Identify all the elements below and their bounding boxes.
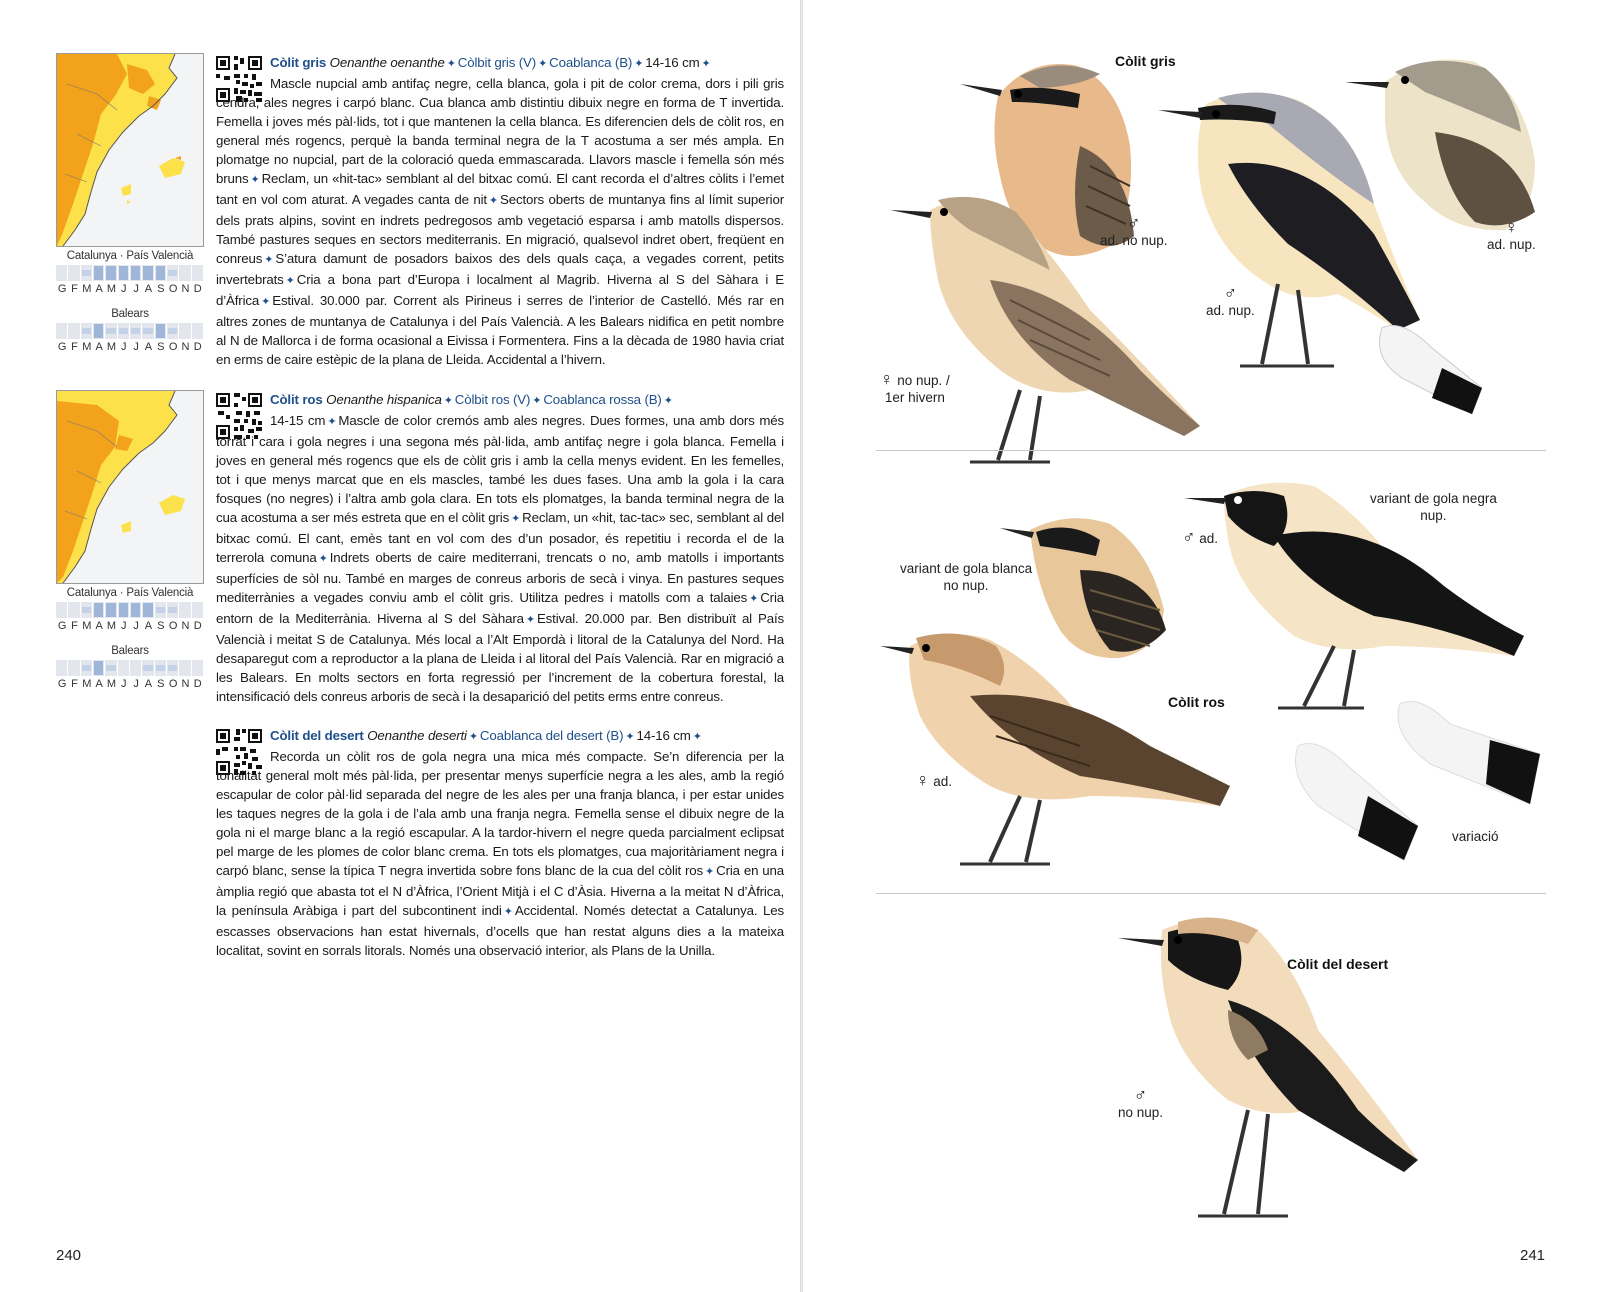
phenology-month-bar [81, 265, 93, 281]
tail-illustration-gris [1372, 318, 1492, 418]
phenology-month-bar [118, 660, 130, 676]
phenology-month-bar [192, 602, 204, 618]
phenology-month-bar [142, 323, 154, 339]
phenology-month-bar [118, 602, 130, 618]
month-label: F [71, 283, 78, 295]
phenology-month-bar [93, 602, 105, 618]
species-size: 14-16 cm [636, 728, 691, 743]
distribution-map [56, 390, 204, 584]
month-label: A [144, 620, 153, 632]
phenology-month-bar [130, 660, 142, 676]
phenology-month-bar [56, 323, 68, 339]
phenology-month-bar [68, 265, 80, 281]
phenology-fill [94, 603, 103, 617]
phenology-fill [69, 662, 78, 674]
alt-name: Còlbit gris (V) [457, 55, 537, 70]
phenology-fill [131, 603, 140, 617]
month-label: F [71, 341, 78, 353]
species-description: Recorda un còlit ros de gola negra una mica més compacte. Se’n diferencia per la tonalitat general molt més pàl·lida, per presentar menys superfície negra a les ales, amb la regió escapular de color pàl·lid separada del negre de les ales per una franja blanca, i per estar unides les taques negres de la gola i de l’ala amb una franja negra. Femella sense el dibuix negre de la gola ni el marge blanc a la regió escapular. A la tardor-hivern el negre queda parcialment eclipsat pel marge de les plomes de color blanc crema. En tots els plomatges, cua majoritàriament negra i carpó blanc, sense la típica T negra invertida sobre fons blanc de la cua del còlit ros [216, 749, 784, 878]
month-label: J [121, 341, 127, 353]
phenology-fill [69, 325, 78, 337]
phenology-fill [57, 604, 66, 616]
bird-illustration-desert-male [1118, 910, 1428, 1230]
phenology-month-bar [179, 265, 191, 281]
month-label: D [193, 341, 202, 353]
page-number: 241 [1520, 1247, 1546, 1264]
phenology-month-bar [56, 660, 68, 676]
phenology-month-bar [56, 265, 68, 281]
month-label: G [57, 678, 67, 690]
phenology-fill [143, 328, 152, 334]
phenology-fill [143, 603, 152, 617]
phenology-bars [56, 602, 204, 618]
phenology-month-bar [142, 602, 154, 618]
phenology-month-bar [167, 323, 179, 339]
month-label: J [121, 283, 127, 295]
month-label: M [82, 678, 92, 690]
phenology-fill [119, 266, 128, 280]
phenology-month-bar [179, 660, 191, 676]
label-ros-female: ♀ ad. [916, 770, 953, 790]
month-label: J [133, 283, 139, 295]
phenology-fill [94, 324, 103, 338]
label-gris-male-nonbreeding: ♂ ad. no nup. [1100, 213, 1168, 248]
species-name: Còlit del desert [270, 728, 364, 743]
species-text: Còlit del desert Oenanthe deserti ✦ Coablanca del desert (B) ✦ 14-16 cm ✦ Recorda un còlit ros de gola negra una mica més compacte. Se’n diferencia per la tonalitat general molt més pàl·lida, per presentar menys superfície negra a les ales, amb la regió escapular de color pàl·lid separada del negre de les ales per una franja blanca, i per estar unides les taques negres de la gola i de l’ala amb una franja negra. Femella sense el dibuix negre de la gola ni el marge blanc a la regió escapular. A la tardor-hivern el negre queda parcialment eclipsat pel marge de les plomes de color blanc crema. En tots els plomatges, cua majoritàriament negra i carpó blanc, sense la típica T negra invertida sobre fons blanc de la cua del còlit ros ✦ Cria en una àmplia regió que abasta tot el N d’Àfrica, l’Orient Mitjà i el C d’Àsia. Hiverna a la meitat N d’Àfrica, la península Aràbiga i part del subcontinent indi ✦ Accidental. Només detectat a Catalunya. Les escasses observacions han estat hivernals, d’ocells que han restat alguns dies a la mateixa localitat, sovint en sorrals litorals. Només una observació interior, als Plans de la Unilla. [216, 728, 784, 958]
species-range: Cria entorn de la Mediterrània. Hiverna al S del Sàhara [216, 590, 784, 626]
phenology-month-bar [93, 265, 105, 281]
phenology-month-bar [130, 265, 142, 281]
label-ros-male: ♂ ad. [1182, 527, 1219, 547]
month-label: N [181, 283, 190, 295]
label-gris-male-breeding: ♂ ad. nup. [1206, 283, 1255, 318]
phenology-month-bar [118, 265, 130, 281]
tail-illustration-ros-2 [1390, 694, 1550, 814]
phenology-fill [82, 270, 91, 276]
month-label: M [82, 620, 92, 632]
phenology-fill [143, 266, 152, 280]
phenology-month-bar [56, 602, 68, 618]
plate-title-colit-del-desert: Còlit del desert [1287, 956, 1389, 972]
species-size: 14-15 cm [270, 413, 326, 428]
phenology-month-bar [155, 265, 167, 281]
phenology-fill [156, 665, 165, 671]
phenology-fill [82, 665, 91, 671]
phenology-fill [156, 266, 165, 280]
month-label: A [95, 678, 103, 690]
phenology-fill [82, 328, 91, 334]
page-number: 240 [56, 1247, 82, 1264]
phenology-fill [106, 266, 115, 280]
alt-name: Coablanca del desert (B) [479, 728, 624, 743]
month-label: N [181, 678, 190, 690]
phenology-fill [180, 325, 189, 337]
phenology-fill [131, 266, 140, 280]
phenology-month-bar [167, 660, 179, 676]
species-size: 14-16 cm [645, 55, 700, 70]
month-label: A [95, 341, 103, 353]
month-label: D [193, 283, 202, 295]
phenology-month-bar [130, 323, 142, 339]
month-label: M [106, 620, 117, 632]
phenology-month-bar [179, 602, 191, 618]
month-label: A [144, 283, 153, 295]
month-label: A [95, 620, 103, 632]
phenology-month-bar [142, 660, 154, 676]
phenology-month-bar [118, 323, 130, 339]
phenology-fill [168, 607, 177, 613]
species-range: Cria a bona part d’Europa i localment al Magrib. Hiverna al S del Sàhara i E d’Àfrica [216, 272, 784, 308]
phenology-fill [57, 267, 66, 279]
month-label: N [181, 341, 190, 353]
month-label: O [168, 620, 178, 632]
month-label: S [157, 283, 165, 295]
phenology-chart-catalunya: Catalunya · País Valencià G F M A M J J A S O N D [56, 249, 204, 295]
phenology-month-bar [105, 660, 117, 676]
phenology-month-bar [167, 602, 179, 618]
month-label: J [121, 620, 127, 632]
species-scientific-name: Oenanthe hispanica [326, 392, 442, 407]
phenology-month-bar [105, 323, 117, 339]
plate-title-colit-ros: Còlit ros [1168, 694, 1225, 710]
month-label: M [82, 341, 92, 353]
phenology-fill [106, 328, 115, 334]
phenology-fill [131, 328, 140, 334]
label-ros-variation: variació [1452, 829, 1499, 844]
phenology-bars [56, 265, 204, 281]
month-label: G [57, 620, 67, 632]
phenology-month-bar [81, 660, 93, 676]
month-label: J [133, 620, 139, 632]
month-label: M [106, 678, 117, 690]
label-gris-female-breeding: ♀ ad. nup. [1487, 217, 1536, 252]
phenology-fill [156, 607, 165, 613]
phenology-fill [106, 603, 115, 617]
plate-divider [876, 893, 1546, 894]
label-desert-male: ♂ no nup. [1118, 1085, 1164, 1120]
month-label: A [95, 283, 103, 295]
label-ros-white-throat: variant de gola blanca no nup. [900, 561, 1033, 593]
species-scientific-name: Oenanthe deserti [367, 728, 467, 743]
phenology-fill [119, 603, 128, 617]
bird-illustration-ros-female [880, 626, 1250, 876]
month-label: O [168, 678, 178, 690]
month-label: D [193, 678, 202, 690]
month-label: F [71, 678, 78, 690]
phenology-bars [56, 660, 204, 676]
phenology-month-bar [192, 323, 204, 339]
phenology-month-bar [105, 602, 117, 618]
phenology-month-bar [93, 323, 105, 339]
phenology-month-bar [179, 323, 191, 339]
month-label: D [193, 620, 202, 632]
species-description: Mascle de color cremós amb ales negres. Dues formes, una amb dors més torrat i cara i gola negres i una segona més pàl·lida, amb antifaç negre i gola blanca. Femella i joves en general més rogencs que els de còlit gris i amb la cella menys evident. En les femelles, tot i que menys marcat que en els mascles, també les dues fases. Una amb la gola i la cara fosques (no negres) i l’altra amb gola clara. En tots els plomatges, la banda terminal negra de la cua acostuma a ser més estreta que en el còlit gris [216, 413, 785, 525]
phenology-fill [193, 325, 202, 337]
phenology-month-bar [155, 660, 167, 676]
phenology-fill [57, 325, 66, 337]
phenology-fill [168, 328, 177, 334]
species-text: Còlit gris Oenanthe oenanthe ✦ Còlbit gris (V) ✦ Coablanca (B) ✦ 14-16 cm ✦ Mascle nupcial amb antifaç negre, cella blanca, gola i pit de color crema, dors i pili gris cendra, ales negres i carpó blanc. Cua blanca amb distintiu dibuix negre en forma de T invertida. Femella i joves més pàl·lids, tot i que mantenen la cella blanca. Es diferencien dels de còlit ros, en general més rogencs, perquè la banda terminal negra de la T acostuma a ser més ampla. En plomatge no nupcial, part de la coloració queda emmascarada. Llavors mascle i femella són més bruns ✦ Reclam, un «hit-tac» semblant al del bitxac comú. El cant recorda el d’altres còlits i l’emet tant en vol com aturat. A vegades canta de nit ✦ Sectors oberts de muntanya fins al límit superior dels prats alpins, sovint en indrets pedregosos amb vegetació esparsa i amb matolls dispersos. També pastures seques en sectors mediterranis. En migració, qualsevol indret obert, freqüent en conreus ✦ S’atura damunt de posadors baixos des dels quals caça, a vegades corrent, petits invertebrats ✦ Cria a bona part d’Europa i localment al Magrib. Hiverna al S del Sàhara i E d’Àfrica ✦ Estival. 30.000 par. Corrent als Pirineus i serres de l’interior de Castelló. Més rar en altres zones de muntanya de Catalunya i del País Valencià. A les Balears nidifica en petit nombre al N de Mallorca i de forma ocasional a Eivissa i Formentera. Fins a la dècada de 1980 havia criat en erms de caire estèpic de la plana de Lleida. Accidental a l’hivern. [216, 55, 784, 367]
month-label: S [157, 341, 165, 353]
species-scientific-name: Oenanthe oenanthe [329, 55, 445, 70]
phenology-fill [94, 266, 103, 280]
phenology-chart-balears: Balears G F M A M J J A S O N D [56, 644, 204, 690]
phenology-fill [168, 665, 177, 671]
species-voice: Reclam, un «hit-tac» semblant al del bitxac comú. El cant recorda el d’altres còlits i l’emet tant en vol com aturat. A vegades canta de nit [216, 171, 784, 207]
phenology-chart-balears: Balears G F M A M J J A S O N D [56, 307, 204, 353]
month-label: G [57, 341, 67, 353]
species-status: Estival. 20.000 par. Ben distribuït al País Valencià i meitat S de Catalunya. Més local a l’Alt Empordà i litoral de la Catalunya del Nord. Ha desaparegut com a reproductor a la plana de Lleida i al litoral del País Valencià. Rar en migració a les Balears. En molts sectors en forta regressió per l’increment de la cobertura forestal, la intensificació dels conreus arboris de secà i la desaparició del petits erms entre conreus. [216, 611, 785, 704]
phenology-fill [131, 662, 140, 674]
phenology-fill [106, 665, 115, 671]
month-labels [56, 341, 204, 353]
month-labels [56, 678, 204, 690]
phenology-fill [119, 662, 128, 674]
phenology-month-bar [68, 660, 80, 676]
phenology-month-bar [81, 323, 93, 339]
phenology-month-bar [68, 323, 80, 339]
phenology-fill [180, 662, 189, 674]
alt-name: Coablanca rossa (B) [543, 392, 662, 407]
month-label: J [133, 678, 139, 690]
phenology-month-bar [105, 265, 117, 281]
phenology-fill [193, 267, 202, 279]
species-name: Còlit ros [270, 392, 323, 407]
phenology-month-bar [192, 265, 204, 281]
bird-illustration-gris-female-nonbreeding [890, 190, 1200, 480]
plate-title-colit-gris: Còlit gris [1115, 53, 1176, 69]
phenology-month-bar [68, 602, 80, 618]
alt-name: Coablanca (B) [549, 55, 633, 70]
phenology-fill [69, 267, 78, 279]
month-label: F [71, 620, 78, 632]
phenology-month-bar [167, 265, 179, 281]
phenology-bars [56, 323, 204, 339]
species-behaviour: S’atura damunt de posadors baixos des dels quals caça, a vegades corrent, petits invertebrats [216, 251, 784, 287]
month-label: O [168, 341, 178, 353]
phenology-fill [168, 270, 177, 276]
month-label: M [106, 283, 117, 295]
species-habitat: Sectors oberts de muntanya fins al límit superior dels prats alpins, sovint en indrets pedregosos amb vegetació esparsa i amb matolls dispersos. També pastures seques en sectors mediterranis. En migració, qualsevol indret obert, freqüent en conreus [216, 192, 784, 266]
phenology-fill [180, 267, 189, 279]
month-label: J [133, 341, 139, 353]
month-label: A [144, 678, 153, 690]
phenology-fill [193, 604, 202, 616]
phenology-fill [82, 607, 91, 613]
distribution-map [56, 53, 204, 247]
species-text: Còlit ros Oenanthe hispanica ✦ Còlbit ros (V) ✦ Coablanca rossa (B) ✦ 14-15 cm ✦ Mascle de color cremós amb ales negres. Dues formes, una amb dors més torrat i cara i gola negres i una segona més pàl·lida, amb antifaç negre i gola blanca. Femella i joves en general més rogencs que els de còlit gris i amb la cella menys evident. En les femelles, tot i que menys marcat que en els mascles, també les dues fases. Una amb la gola i la cara fosques (no negres) i l’altra amb gola clara. En tots els plomatges, la banda terminal negra de la cua acostuma a ser més estreta que en el còlit gris ✦ Reclam, un «hit, tac-tac» sec, semblant al del bitxac comú. El cant, emès tant en vol com des d’un posador, és repetitiu i recorda el de la terrerola comuna ✦ Indrets oberts de caire mediterrani, trencats o no, amb matolls i importants superfícies de sòl nu. També en marges de conreus arboris de secà i vinya. En pastures seques mediterrànies a vegades conviu amb el còlit gris. Utilitza pedres i matolls com a talaies ✦ Cria entorn de la Mediterrània. Hiverna al S del Sàhara ✦ Estival. 20.000 par. Ben distribuït al País Valencià i meitat S de Catalunya. Més local a l’Alt Empordà i litoral de la Catalunya del Nord. Ha desaparegut com a reproductor a la plana de Lleida i al litoral del País Valencià. Rar en migració a les Balears. En molts sectors en forta regressió per l’increment de la cobertura forestal, la intensificació dels conreus arboris de secà i la desaparició del petits erms entre conreus. [216, 392, 785, 704]
species-status: Accidental. Només detectat a Catalunya. Les escasses observacions han estat hivernals, d’ocells que han restat alguns dies a la mateixa localitat, sovint en sorrals litorals. Només una observació interior, als Plans de la Unilla. [216, 903, 784, 958]
phenology-chart-catalunya: Catalunya · País Valencià G F M A M J J A S O N D [56, 586, 204, 632]
label-gris-female-nonbreeding: ♀ no nup. / 1er hivern [880, 369, 950, 405]
phenology-month-bar [155, 323, 167, 339]
phenology-month-bar [192, 660, 204, 676]
phenology-fill [57, 662, 66, 674]
month-label: S [157, 678, 165, 690]
species-description: Mascle nupcial amb antifaç negre, cella blanca, gola i pit de color crema, dors i pili gris cendra, ales negres i carpó blanc. Cua blanca amb distintiu dibuix negre en forma de T invertida. Femella i joves més pàl·lids, tot i que mantenen la cella blanca. Es diferencien dels de còlit ros, en general més rogencs, perquè la banda terminal negra de la T acostuma a ser més ampla. En plomatge no nupcial, part de la coloració queda emmascarada. Llavors mascle i femella són més bruns [216, 76, 784, 186]
species-status: Estival. 30.000 par. Corrent als Pirineus i serres de l’interior de Castelló. Més rar en altres zones de muntanya de Catalunya i del País Valencià. A les Balears nidifica en petit nombre al N de Mallorca i de forma ocasional a Eivissa i Formentera. Fins a la dècada de 1980 havia criat en erms de caire estèpic de la plana de Lleida. Accidental a l’hivern. [216, 293, 784, 367]
alt-name: Còlbit ros (V) [454, 392, 531, 407]
species-range: Cria en una àmplia regió que abasta tot el N d’Àfrica, l’Orient Mitjà i el C d’Àsia. Hiverna a la meitat N d’Àfrica, la península Aràbiga i part del subcontinent indi [216, 863, 784, 918]
phenology-fill [156, 324, 165, 338]
phenology-fill [193, 662, 202, 674]
phenology-fill [180, 604, 189, 616]
month-label: G [57, 283, 67, 295]
month-label: O [168, 283, 178, 295]
phenology-fill [119, 328, 128, 334]
month-labels [56, 620, 204, 632]
month-label: M [82, 283, 92, 295]
phenology-fill [143, 665, 152, 671]
month-labels [56, 283, 204, 295]
month-label: S [157, 620, 165, 632]
phenology-month-bar [81, 602, 93, 618]
phenology-month-bar [130, 602, 142, 618]
month-label: J [121, 678, 127, 690]
phenology-fill [94, 661, 103, 675]
bird-illustration-gris-female-breeding [1345, 52, 1545, 232]
species-name: Còlit gris [270, 55, 327, 70]
species-habitat: Indrets oberts de caire mediterrani, trencats o no, amb matolls i importants superfícies de sòl nu. També en marges de conreus arboris de secà i vinya. En pastures seques mediterrànies a vegades conviu amb el còlit gris. Utilitza pedres i matolls com a talaies [216, 550, 784, 605]
phenology-month-bar [155, 602, 167, 618]
month-label: M [106, 341, 117, 353]
phenology-fill [69, 604, 78, 616]
month-label: N [181, 620, 190, 632]
label-ros-black-throat: variant de gola negra nup. [1370, 491, 1497, 523]
month-label: A [144, 341, 153, 353]
phenology-month-bar [93, 660, 105, 676]
phenology-month-bar [142, 265, 154, 281]
plate-divider [876, 450, 1546, 451]
species-voice: Reclam, un «hit, tac-tac» sec, semblant al del bitxac comú. El cant, emès tant en vol com des d’un posador, és repetitiu i recorda el de la terrerola comuna [216, 510, 784, 565]
